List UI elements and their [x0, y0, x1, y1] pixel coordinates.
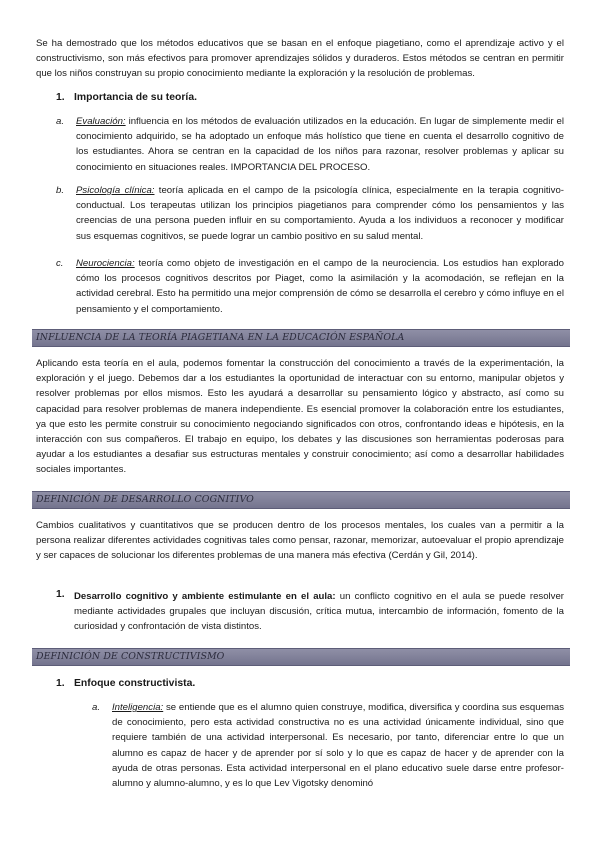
section-title: DEFINICIÓN DE DESARROLLO COGNITIVO	[36, 494, 254, 505]
influencia-paragraph: Aplicando esta teoría en el aula, podemos fomentar la construcción del conocimiento a través de la experimentación, la exploración y el juego. Debemos dar a los estudiantes la oportunidad de interactuar con su entorno, manipular objetos y resolver problemas por ellos mismos. Esto les ayudará a desarrollar su pensamiento lógico y abstracto, así como su capacidad para resolver problemas de manera independiente. Es esencial promover la colaboración entre los estudiantes, ya que esto les permite construir su conocimiento negociando significados con otros, confrontando ideas e hipótesis, en la interacción con sus compañeros. El trabajo en equipo, los debates y las discusiones son herramientas poderosas para ayudar a los estudiantes a desafiar sus estructuras mentales y construir conocimiento; así como a desarrollar habilidades sociales importantes.	[36, 358, 564, 476]
item-body: influencia en los métodos de evaluación utilizados en la educación. En lugar de simplemente medir el conocimiento adquirido, se ha adoptado un enfoque más holístico que tiene en cuenta el desarrollo cognitivo de los estudiantes. Ahora se centran en la capacidad de los niños para razonar, resolver problemas y aplicar su conocimiento en situaciones reales. IMPORTANCIA DEL PROCESO.	[76, 116, 564, 173]
heading-text: Importancia de su teoría.	[74, 92, 197, 103]
list-item-text	[76, 183, 564, 244]
item-label: Neurociencia:	[76, 258, 135, 269]
list-item-text	[112, 700, 564, 791]
section-heading-enfoque	[56, 678, 195, 689]
item-body: se entiende que es el alumno quien construye, modifica, diversifica y coordina sus esquemas de conocimiento, pero esta actividad constructiva no es una actividad únicamente individual, sino que requiere también de una actividad interpersonal. Es necesario, por tanto, diferenciar entre lo que un alumno es capaz de hacer y de aprender por sí solo y lo que es capaz de hacer y de aprender con la ayuda de otras personas. Esta actividad interpersonal en el plano educativo suele darse entre profesor-alumno y alumno-alumno, y es lo que Lev Vigotsky denominó	[112, 702, 564, 790]
list-item-text	[76, 114, 564, 175]
list-item-text	[76, 256, 564, 317]
list-marker: a.	[92, 702, 101, 713]
section-title: INFLUENCIA DE LA TEORÍA PIAGETIANA EN LA EDUCACIÓN ESPAÑOLA	[36, 332, 405, 343]
list-marker: b.	[56, 185, 65, 196]
list-marker: c.	[56, 258, 64, 269]
heading-number: 1.	[56, 678, 65, 689]
list-item-evaluacion	[56, 114, 564, 175]
item-heading: Desarrollo cognitivo y ambiente estimulante en el aula:	[74, 591, 336, 602]
item-body: teoría como objeto de investigación en el campo de la neurociencia. Los estudios han explorado cómo los procesos cognitivos descritos por Piaget, como la asimilación y la acomodación, se reflejan en la actividad cerebral. Esto ha permitido una mejor comprensión de cómo se desarrolla el cerebro y cómo influye en el pensamiento y el comportamiento.	[76, 258, 564, 315]
section-bar-desarrollo	[32, 491, 570, 509]
list-item-psicologia	[56, 183, 564, 244]
section-bar-constructivismo	[32, 648, 570, 666]
desarrollo-paragraph: Cambios cualitativos y cuantitativos que se producen dentro de los procesos mentales, los cuales van a permitir a la persona realizar diferentes actividades cognitivas tales como pensar, razonar, memorizar, autoevaluar el propio aprendizaje y ser capaces de solucionar los diferentes problemas de una manera más efectiva (Cerdán y Gil, 2014).	[36, 520, 564, 562]
list-marker: a.	[56, 116, 65, 127]
heading-text: Enfoque constructivista.	[74, 678, 196, 689]
section-title: DEFINICIÓN DE CONSTRUCTIVISMO	[36, 651, 225, 662]
item-label: Inteligencia:	[112, 702, 164, 713]
heading-number: 1.	[56, 92, 65, 103]
item-number: 1.	[56, 589, 65, 600]
item-label: Evaluación:	[76, 116, 126, 127]
list-item-neurociencia	[56, 256, 564, 317]
section-heading-importancia	[56, 92, 197, 103]
section-bar-influencia	[32, 329, 570, 347]
item-body: teoría aplicada en el campo de la psicología clínica, especialmente en la terapia cognitivo-conductual. Los terapeutas utilizan los principios piagetianos para comprender cómo los pensamientos y las creencias de una persona pueden influir en su comportamiento. Ayuda a los individuos a reconocer y modificar sus esquemas cognitivos, se puede lograr un cambio positivo en su salud mental.	[76, 185, 564, 242]
list-item-inteligencia	[92, 700, 564, 791]
intro-paragraph: Se ha demostrado que los métodos educativos que se basan en el enfoque piagetiano, como el aprendizaje activo y el constructivismo, son más efectivos para promover aprendizajes sólidos y duraderos. Estos métodos se centran en permitir que los niños construyan su propio conocimiento mediante la exploración y la resolución de problemas.	[36, 38, 564, 80]
list-item-text	[74, 589, 564, 635]
item-body: un conflicto cognitivo en el aula se puede resolver mediante actividades grupales que incluyan discusión, crítica mutua, intercambio de información, fomento de la curiosidad y confrontación de vista distintos.	[74, 591, 564, 633]
list-item-ambiente	[56, 589, 564, 635]
item-label: Psicología clínica:	[76, 185, 155, 196]
